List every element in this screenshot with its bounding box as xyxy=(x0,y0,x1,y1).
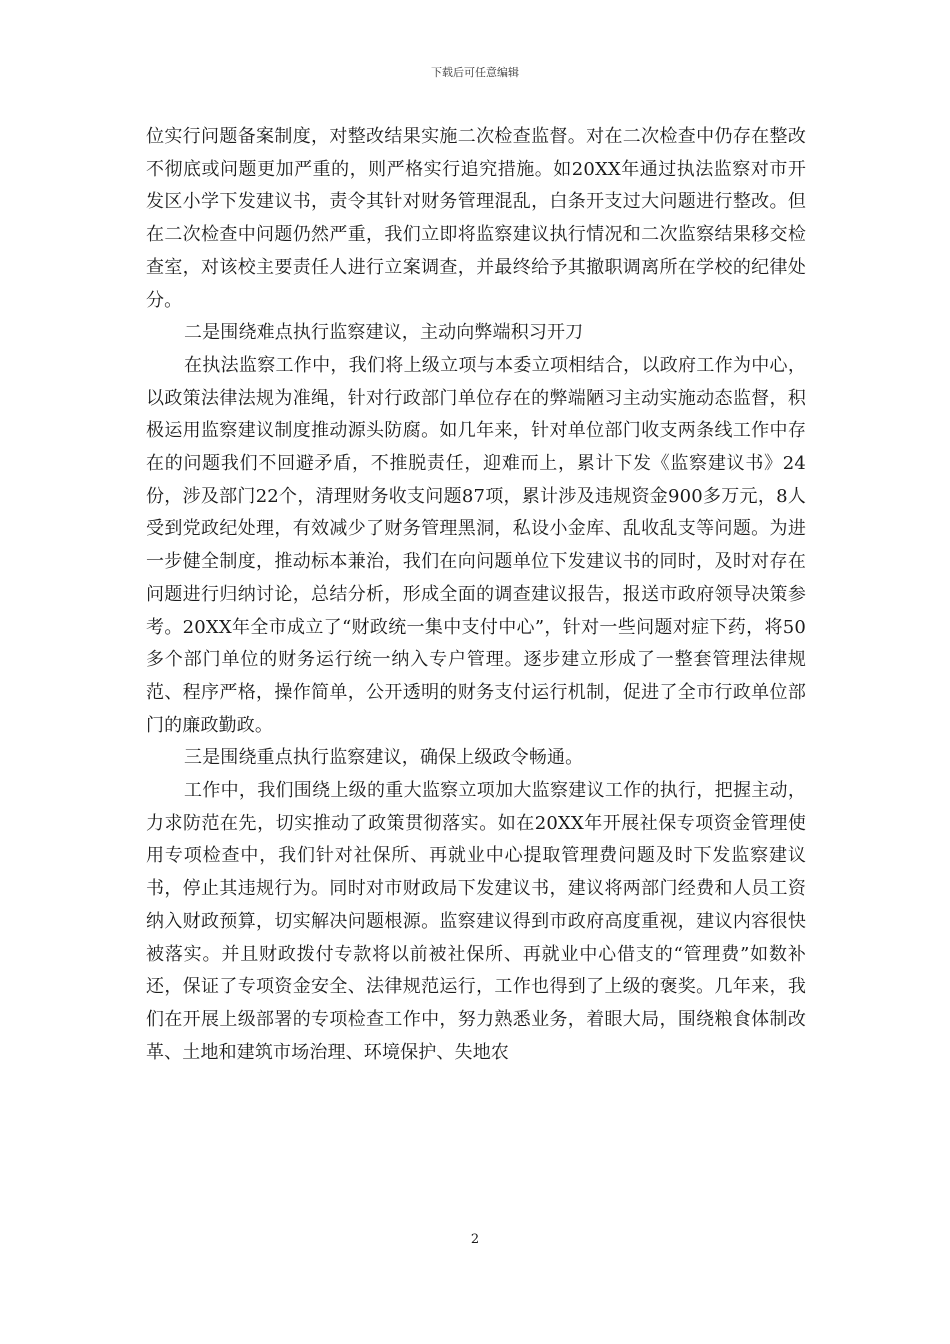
paragraph-continuation: 位实行问题备案制度，对整改结果实施二次检查监督。对在二次检查中仍存在整改不彻底或问题更加严重的，则严格实行追究措施。如20XX年通过执法监察对市开发区小学下发建议书，责令其针对财务管理混乱，白条开支过大问题进行整改。但在二次检查中问题仍然严重，我们立即将监察建议执行情况和二次监察结果移交检查室，对该校主要责任人进行立案调查，并最终给予其撤职调离所在学校的纪律处分。 xyxy=(146,126,806,311)
section-heading-difficulty: 二是围绕难点执行监察建议，主动向弊端积习开刀 xyxy=(184,322,584,344)
paragraph-work: 工作中，我们围绕上级的重大监察立项加大监察建议工作的执行，把握主动，力求防范在先，切实推动了政策贯彻落实。如在20XX年开展社保专项资金管理使用专项检查中，我们针对社保所、再就业中心提取管理费问题及时下发监察建议书，停止其违规行为。同时对市财政局下发建议书，建议将两部门经费和人员工资纳入财政预算，切实解决问题根源。监察建议得到市政府高度重视，建议内容很快被落实。并且财政拨付专款将以前被社保所、再就业中心借支的“管理费”如数补还，保证了专项资金安全、法律规范运行，工作也得到了上级的褒奖。几年来，我们在开展上级部署的专项检查工作中，努力熟悉业务，着眼大局，围绕粮食体制改革、土地和建筑市场治理、环境保护、失地农 xyxy=(146,780,806,1063)
page-header: 下载后可任意编辑 xyxy=(431,66,519,79)
paragraph-law-enforcement: 在执法监察工作中，我们将上级立项与本委立项相结合，以政府工作为中心，以政策法律法规为准绳，针对行政部门单位存在的弊端陋习主动实施动态监督，积极运用监察建议制度推动源头防腐。如几年来，针对单位部门收支两条线工作中存在的问题我们不回避矛盾，不推脱责任，迎难而上，累计下发《监察建议书》24份，涉及部门22个，清理财务收支问题87项，累计涉及违规资金900多万元，8人受到党政纪处理，有效减少了财务管理黑洞，私设小金库、乱收乱支等问题。为进一步健全制度，推动标本兼治，我们在向问题单位下发建议书的同时，及时对存在问题进行归纳讨论，总结分析，形成全面的调查建议报告，报送市政府领导决策参考。20XX年全市成立了“财政统一集中支付中心”，针对一些问题对症下药，将50多个部门单位的财务运行统一纳入专户管理。逐步建立形成了一整套管理法律规范、程序严格，操作简单，公开透明的财务支付运行机制，促进了全市行政单位部门的廉政勤政。 xyxy=(146,354,806,736)
section-heading-priority: 三是围绕重点执行监察建议，确保上级政令畅通。 xyxy=(184,747,584,769)
page-number: 2 xyxy=(470,1232,480,1247)
document-body xyxy=(146,121,806,1069)
